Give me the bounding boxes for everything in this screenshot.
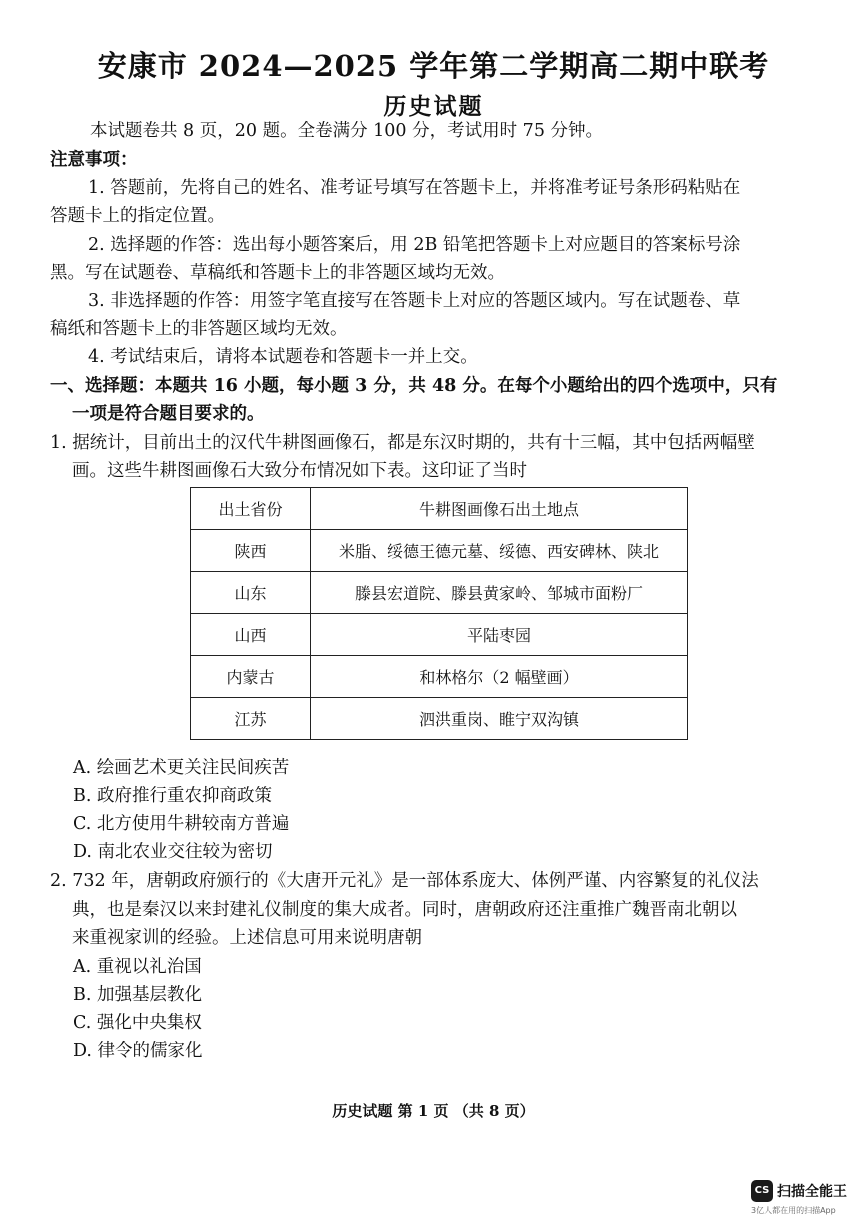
table-cell: 山东: [191, 572, 311, 614]
table-header-row: [191, 488, 688, 530]
section-heading-line-1: 一、选择题：本题共 16 小题，每小题 3 分，共 48 分。在每个小题给出的四个选项中，只有: [50, 376, 778, 396]
page-footer: 历史试题 第 1 页 （共 8 页）: [332, 1102, 535, 1120]
table-row: [191, 572, 688, 614]
q2-stem-line-1: 2. 732 年，唐朝政府颁行的《大唐开元礼》是一部体系庞大、体例严谨、内容繁复的礼仪法: [50, 871, 759, 891]
q2-stem-line-3: 来重视家训的经验。上述信息可用来说明唐朝: [72, 928, 422, 948]
table-cell: 泗洪重岗、睢宁双沟镇: [311, 698, 688, 740]
intro-text: 本试题卷共 8 页，20 题。全卷满分 100 分，考试用时 75 分钟。: [90, 121, 604, 141]
q1-option-b[interactable]: B. 政府推行重农抑商政策: [73, 786, 272, 806]
camscanner-logo-icon: CS: [751, 1180, 773, 1202]
table-header-cell: 牛耕图画像石出土地点: [311, 488, 688, 530]
table-cell: 江苏: [191, 698, 311, 740]
q2-stem-line-2: 典，也是秦汉以来封建礼仪制度的集大成者。同时，唐朝政府还注重推广魏晋南北朝以: [72, 900, 737, 920]
q2-option-a[interactable]: A. 重视以礼治国: [73, 957, 202, 977]
exam-subtitle: 历史试题: [383, 93, 484, 120]
section-heading-line-2: 一项是符合题目要求的。: [72, 404, 265, 424]
notice-item-3-line-1: 3. 非选择题的作答：用签字笔直接写在答题卡上对应的答题区域内。写在试题卷、草: [88, 291, 741, 311]
watermark-tagline: 3亿人都在用的扫描App: [751, 1206, 836, 1215]
q1-option-c[interactable]: C. 北方使用牛耕较南方普遍: [73, 814, 290, 834]
notice-item-3-line-2: 稿纸和答题卡上的非答题区域均无效。: [50, 319, 348, 339]
table-row: [191, 530, 688, 572]
watermark-name: 扫描全能王: [777, 1184, 847, 1200]
table-cell: 平陆枣园: [311, 614, 688, 656]
q1-option-a[interactable]: A. 绘画艺术更关注民间疾苦: [73, 758, 290, 778]
q2-option-d[interactable]: D. 律令的儒家化: [73, 1041, 203, 1061]
table-row: [191, 614, 688, 656]
notice-item-2-line-2: 黑。写在试题卷、草稿纸和答题卡上的非答题区域均无效。: [50, 263, 505, 283]
table-row: [191, 698, 688, 740]
table-cell: 滕县宏道院、滕县黄家岭、邹城市面粉厂: [311, 572, 688, 614]
q1-stem-line-1: 1. 据统计，目前出土的汉代牛耕图画像石，都是东汉时期的，共有十三幅，其中包括两幅壁: [50, 433, 755, 453]
exam-title: 安康市 2024—2025 学年第二学期高二期中联考: [97, 49, 770, 83]
table-cell: 陕西: [191, 530, 311, 572]
notice-item-4: 4. 考试结束后，请将本试题卷和答题卡一并上交。: [88, 347, 478, 367]
q1-distribution-table: [190, 487, 688, 740]
notice-item-2-line-1: 2. 选择题的作答：选出每小题答案后，用 2B 铅笔把答题卡上对应题目的答案标号涂: [88, 235, 741, 255]
table-cell: 内蒙古: [191, 656, 311, 698]
table-row: [191, 656, 688, 698]
notice-heading: 注意事项：: [50, 150, 138, 170]
table-cell: 山西: [191, 614, 311, 656]
table-cell: 和林格尔（2 幅壁画）: [311, 656, 688, 698]
notice-item-1-line-2: 答题卡上的指定位置。: [50, 206, 225, 226]
q1-stem-line-2: 画。这些牛耕图画像石大致分布情况如下表。这印证了当时: [72, 461, 527, 481]
notice-item-1-line-1: 1. 答题前，先将自己的姓名、准考证号填写在答题卡上，并将准考证号条形码粘贴在: [88, 178, 741, 198]
q2-option-c[interactable]: C. 强化中央集权: [73, 1013, 202, 1033]
table-cell: 米脂、绥德王德元墓、绥德、西安碑林、陕北: [311, 530, 688, 572]
q1-option-d[interactable]: D. 南北农业交往较为密切: [73, 842, 273, 862]
table-header-cell: 出土省份: [191, 488, 311, 530]
q2-option-b[interactable]: B. 加强基层教化: [73, 985, 202, 1005]
